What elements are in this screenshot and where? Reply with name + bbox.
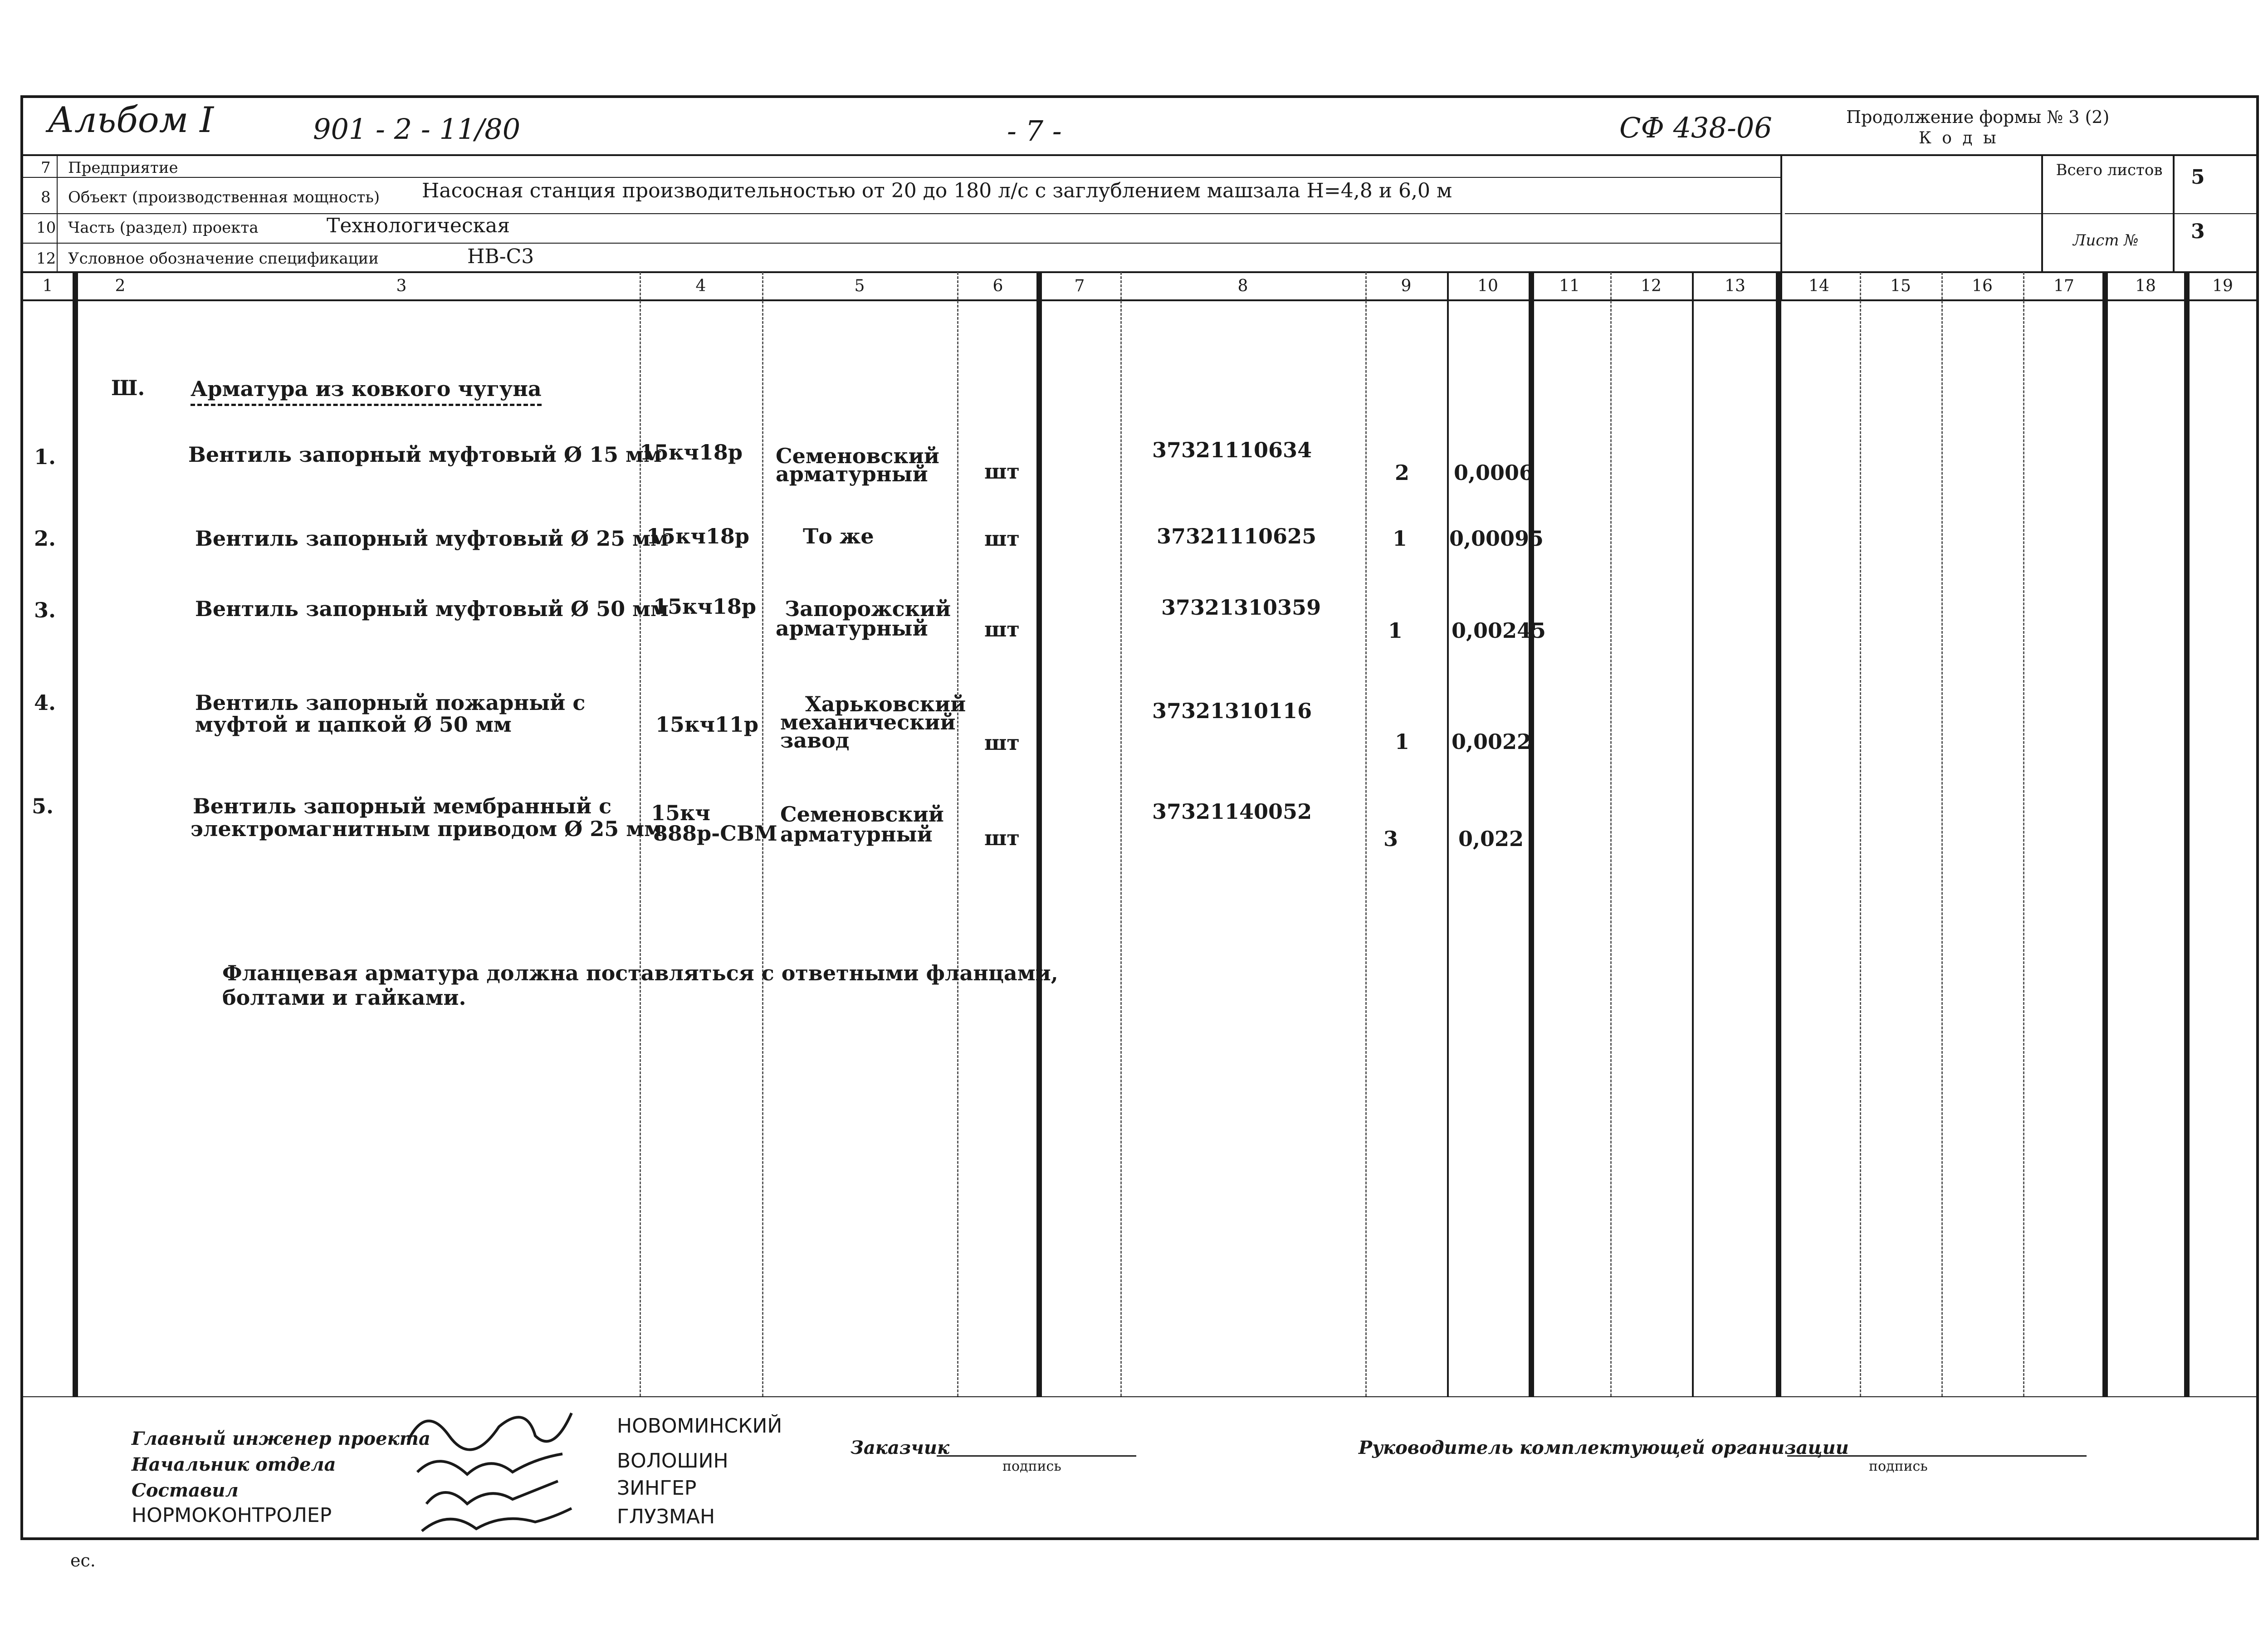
- item-number: 5.: [32, 794, 54, 818]
- col-number: 10: [1477, 277, 1498, 295]
- col-number: 16: [1972, 277, 1993, 295]
- total-sheets-label: Всего листов: [2056, 161, 2163, 179]
- column-rule: [1692, 272, 1694, 1396]
- row-num: 12: [36, 250, 56, 268]
- row-num: 8: [41, 188, 51, 206]
- col-number: 7: [1074, 277, 1085, 295]
- signature-role: НОРМОКОНТРОЛЕР: [132, 1504, 332, 1527]
- signature-line: [937, 1455, 1136, 1457]
- column-rule: [2023, 272, 2024, 1396]
- codes-label: К о д ы: [1919, 129, 1999, 147]
- item-maker: арматурный: [776, 616, 928, 641]
- item-name: Вентиль запорный мембранный с: [193, 794, 612, 818]
- col-number: 13: [1725, 277, 1745, 295]
- column-rule: [1447, 272, 1449, 1396]
- item-unit: шт: [984, 730, 1020, 755]
- supplier-label: Руководитель комплектующей организации: [1359, 1437, 1849, 1458]
- item-maker: Семеновский: [776, 444, 939, 468]
- project-code: 901 - 2 - 11/80: [313, 113, 521, 146]
- item-unit: шт: [984, 826, 1020, 850]
- page-number: - 7 -: [1007, 114, 1062, 147]
- column-rule: [1120, 272, 1122, 1396]
- column-rule: [1036, 272, 1042, 1396]
- item-type: 888р-СВМ: [653, 821, 777, 846]
- header-label: Объект (производственная мощность): [68, 188, 380, 206]
- signature-name: НОВОМИНСКИЙ: [617, 1414, 782, 1438]
- sheet-number: 3: [2191, 220, 2205, 243]
- sheet-code: СФ 438-06: [1619, 111, 1772, 144]
- col-number: 3: [396, 277, 407, 295]
- item-maker: Харьковский: [805, 692, 966, 716]
- note-line: болтами и гайками.: [222, 985, 466, 1010]
- column-rule: [1860, 272, 1861, 1396]
- footer-mark: ес.: [70, 1551, 96, 1570]
- section-name: Технологическая: [327, 214, 510, 237]
- col-number: 11: [1559, 277, 1580, 295]
- col-number: 8: [1237, 277, 1248, 295]
- col-number: 2: [115, 277, 126, 295]
- signature-role: Главный инженер проекта: [132, 1428, 430, 1449]
- col-number: 14: [1809, 277, 1829, 295]
- divider: [1785, 213, 2259, 214]
- item-maker: механический: [780, 710, 956, 734]
- item-maker: завод: [780, 728, 850, 753]
- col-number: 6: [992, 277, 1003, 295]
- col-number: 15: [1890, 277, 1911, 295]
- col-number: 19: [2212, 277, 2233, 295]
- column-rule: [2102, 272, 2108, 1396]
- divider: [2173, 154, 2175, 271]
- note-line: Фланцевая арматура должна поставляться с ответными фланцами,: [222, 961, 1058, 985]
- item-mass: 0,022: [1458, 827, 1524, 851]
- column-rule: [1941, 272, 1943, 1396]
- handwritten-signatures: [390, 1386, 626, 1536]
- row-num: 10: [36, 219, 56, 237]
- item-qty: 1: [1388, 618, 1403, 643]
- item-name: электромагнитным приводом Ø 25 мм: [191, 817, 663, 841]
- col-number: 4: [695, 277, 706, 295]
- item-type: 15кч: [651, 801, 710, 825]
- item-code: 37321110634: [1152, 438, 1312, 462]
- album-label: Альбом I: [48, 100, 214, 141]
- item-code: 37321310359: [1161, 595, 1321, 620]
- signature-name: ГЛУЗМАН: [617, 1505, 715, 1528]
- item-name: Вентиль запорный муфтовый Ø 25 мм: [195, 526, 669, 551]
- signature-role: Составил: [132, 1480, 239, 1501]
- item-name: Вентиль запорный муфтовый Ø 15 мм: [188, 442, 662, 467]
- item-unit: шт: [984, 526, 1020, 551]
- signature-role: Начальник отдела: [132, 1454, 336, 1475]
- signature-line: [1787, 1455, 2087, 1457]
- item-unit: шт: [984, 617, 1020, 641]
- item-maker: То же: [803, 524, 874, 548]
- item-code: 37321140052: [1152, 799, 1312, 824]
- item-type: 15кч11р: [655, 712, 759, 737]
- item-mass: 0,00245: [1452, 618, 1546, 643]
- column-rule: [1529, 272, 1534, 1396]
- item-mass: 0,00095: [1449, 526, 1544, 551]
- item-maker: Семеновский: [780, 802, 944, 827]
- item-number: 3.: [34, 598, 56, 622]
- sheet-label: Лист №: [2073, 231, 2139, 250]
- column-rule: [2184, 272, 2190, 1396]
- spec-designation: НВ-С3: [467, 245, 534, 268]
- form-title: Продолжение формы № 3 (2): [1846, 107, 2110, 127]
- row-num: 7: [41, 159, 51, 177]
- divider: [20, 1396, 2259, 1397]
- header-label: Часть (раздел) проекта: [68, 219, 259, 237]
- item-name: муфтой и цапкой Ø 50 мм: [195, 712, 512, 737]
- signature-caption: подпись: [1002, 1458, 1061, 1474]
- customer-label: Заказчик: [850, 1437, 950, 1458]
- col-number: 17: [2053, 277, 2074, 295]
- signature-name: ЗИНГЕР: [617, 1477, 697, 1500]
- item-name: Вентиль запорный муфтовый Ø 50 мм: [195, 597, 669, 621]
- divider: [20, 154, 2259, 156]
- column-rule: [73, 272, 78, 1396]
- column-rule: [957, 272, 958, 1396]
- item-qty: 1: [1393, 526, 1408, 551]
- item-mass: 0,0022: [1452, 729, 1532, 754]
- object-name: Насосная станция производительностью от 20 до 180 л/с с заглублением машзала Н=4,8 и 6,0 м: [422, 179, 1452, 202]
- col-number: 5: [854, 277, 865, 295]
- item-code: 37321310116: [1152, 699, 1312, 723]
- divider: [20, 177, 1780, 178]
- item-qty: 3: [1383, 827, 1398, 851]
- divider: [57, 154, 58, 271]
- item-number: 4.: [34, 690, 56, 715]
- column-rule: [1610, 272, 1612, 1396]
- col-number: 9: [1401, 277, 1412, 295]
- item-maker: Запорожский: [785, 597, 951, 621]
- item-mass: 0,0006: [1454, 460, 1534, 485]
- item-unit: шт: [984, 459, 1020, 484]
- section-title: Арматура из ковкого чугуна: [191, 377, 542, 406]
- divider: [2041, 154, 2043, 271]
- item-number: 1.: [34, 445, 56, 469]
- column-rule: [1776, 272, 1781, 1396]
- col-number: 12: [1641, 277, 1662, 295]
- divider: [20, 271, 2259, 273]
- header-label: Предприятие: [68, 159, 178, 177]
- column-rule: [1365, 272, 1367, 1396]
- divider: [20, 213, 1780, 214]
- item-code: 37321110625: [1157, 524, 1317, 548]
- item-type: 15кч18р: [646, 524, 750, 548]
- signature-name: ВОЛОШИН: [617, 1449, 728, 1473]
- divider: [20, 299, 2259, 301]
- signature-caption: подпись: [1869, 1458, 1928, 1474]
- header-label: Условное обозначение спецификации: [68, 250, 379, 268]
- item-number: 2.: [34, 526, 56, 551]
- col-number: 18: [2135, 277, 2156, 295]
- item-type: 15кч18р: [653, 594, 757, 619]
- section-number: Ш.: [111, 376, 145, 400]
- item-qty: 2: [1395, 460, 1410, 485]
- col-number: 1: [42, 277, 53, 295]
- item-name: Вентиль запорный пожарный с: [195, 690, 586, 715]
- item-type: 15кч18р: [640, 440, 743, 465]
- item-maker: арматурный: [776, 462, 928, 486]
- item-maker: арматурный: [780, 822, 933, 846]
- divider: [20, 243, 1780, 244]
- item-qty: 1: [1395, 729, 1410, 754]
- total-sheets-value: 5: [2191, 166, 2205, 189]
